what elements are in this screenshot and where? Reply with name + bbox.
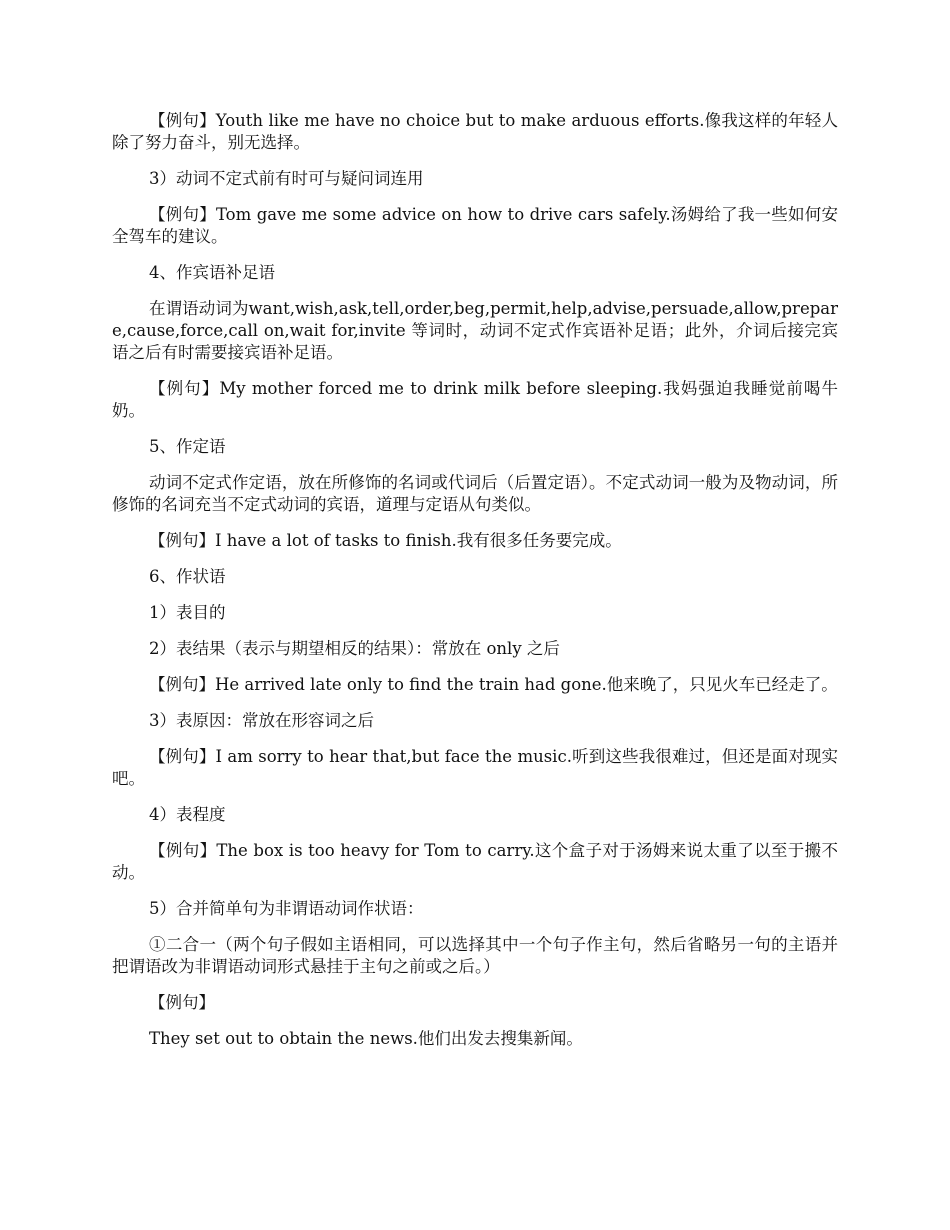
document-body — [112, 110, 838, 1064]
body-paragraph: 动词不定式作定语，放在所修饰的名词或代词后（后置定语）。不定式动词一般为及物动词，所修饰的名词充当不定式动词的宾语，道理与定语从句类似。 — [112, 473, 838, 514]
example-sentence: They set out to obtain the news.他们出发去搜集新闻。 — [149, 1029, 583, 1048]
subheading: 1）表目的 — [149, 603, 226, 622]
section-heading: 5、作定语 — [149, 437, 226, 456]
example-label: 【例句】 — [149, 993, 215, 1012]
body-paragraph: ①二合一（两个句子假如主语相同，可以选择其中一个句子作主句，然后省略另一句的主语并把谓语改为非谓语动词形式悬挂于主句之前或之后。） — [112, 935, 838, 976]
example-sentence: 【例句】I am sorry to hear that,but face the music.听到这些我很难过，但还是面对现实吧。 — [112, 747, 838, 788]
example-sentence: 【例句】I have a lot of tasks to finish.我有很多任务要完成。 — [149, 531, 622, 550]
example-sentence: 【例句】He arrived late only to find the train had gone.他来晚了，只见火车已经走了。 — [149, 675, 838, 694]
subheading: 3）表原因：常放在形容词之后 — [149, 711, 374, 730]
example-sentence: 【例句】The box is too heavy for Tom to carry.这个盒子对于汤姆来说太重了以至于搬不动。 — [112, 841, 838, 882]
section-heading: 4、作宾语补足语 — [149, 263, 275, 282]
subheading: 2）表结果（表示与期望相反的结果）：常放在 only 之后 — [149, 639, 560, 658]
example-sentence: 【例句】Tom gave me some advice on how to drive cars safely.汤姆给了我一些如何安全驾车的建议。 — [112, 205, 838, 246]
section-heading: 6、作状语 — [149, 567, 226, 586]
example-sentence: 【例句】Youth like me have no choice but to make arduous efforts.像我这样的年轻人除了努力奋斗，别无选择。 — [112, 111, 838, 152]
example-sentence: 【例句】My mother forced me to drink milk before sleeping.我妈强迫我睡觉前喝牛奶。 — [112, 379, 838, 420]
subheading: 3）动词不定式前有时可与疑问词连用 — [149, 169, 424, 188]
subheading: 4）表程度 — [149, 805, 226, 824]
body-paragraph: 在谓语动词为want,wish,ask,tell,order,beg,permit,help,advise,persuade,allow,prepare,cause,force,call on,wait for,invite 等词时，动词不定式作宾语补足语；此外，介词后接完宾语之后有时需要接宾语补足语。 — [112, 299, 838, 362]
subheading: 5）合并简单句为非谓语动词作状语： — [149, 899, 424, 918]
